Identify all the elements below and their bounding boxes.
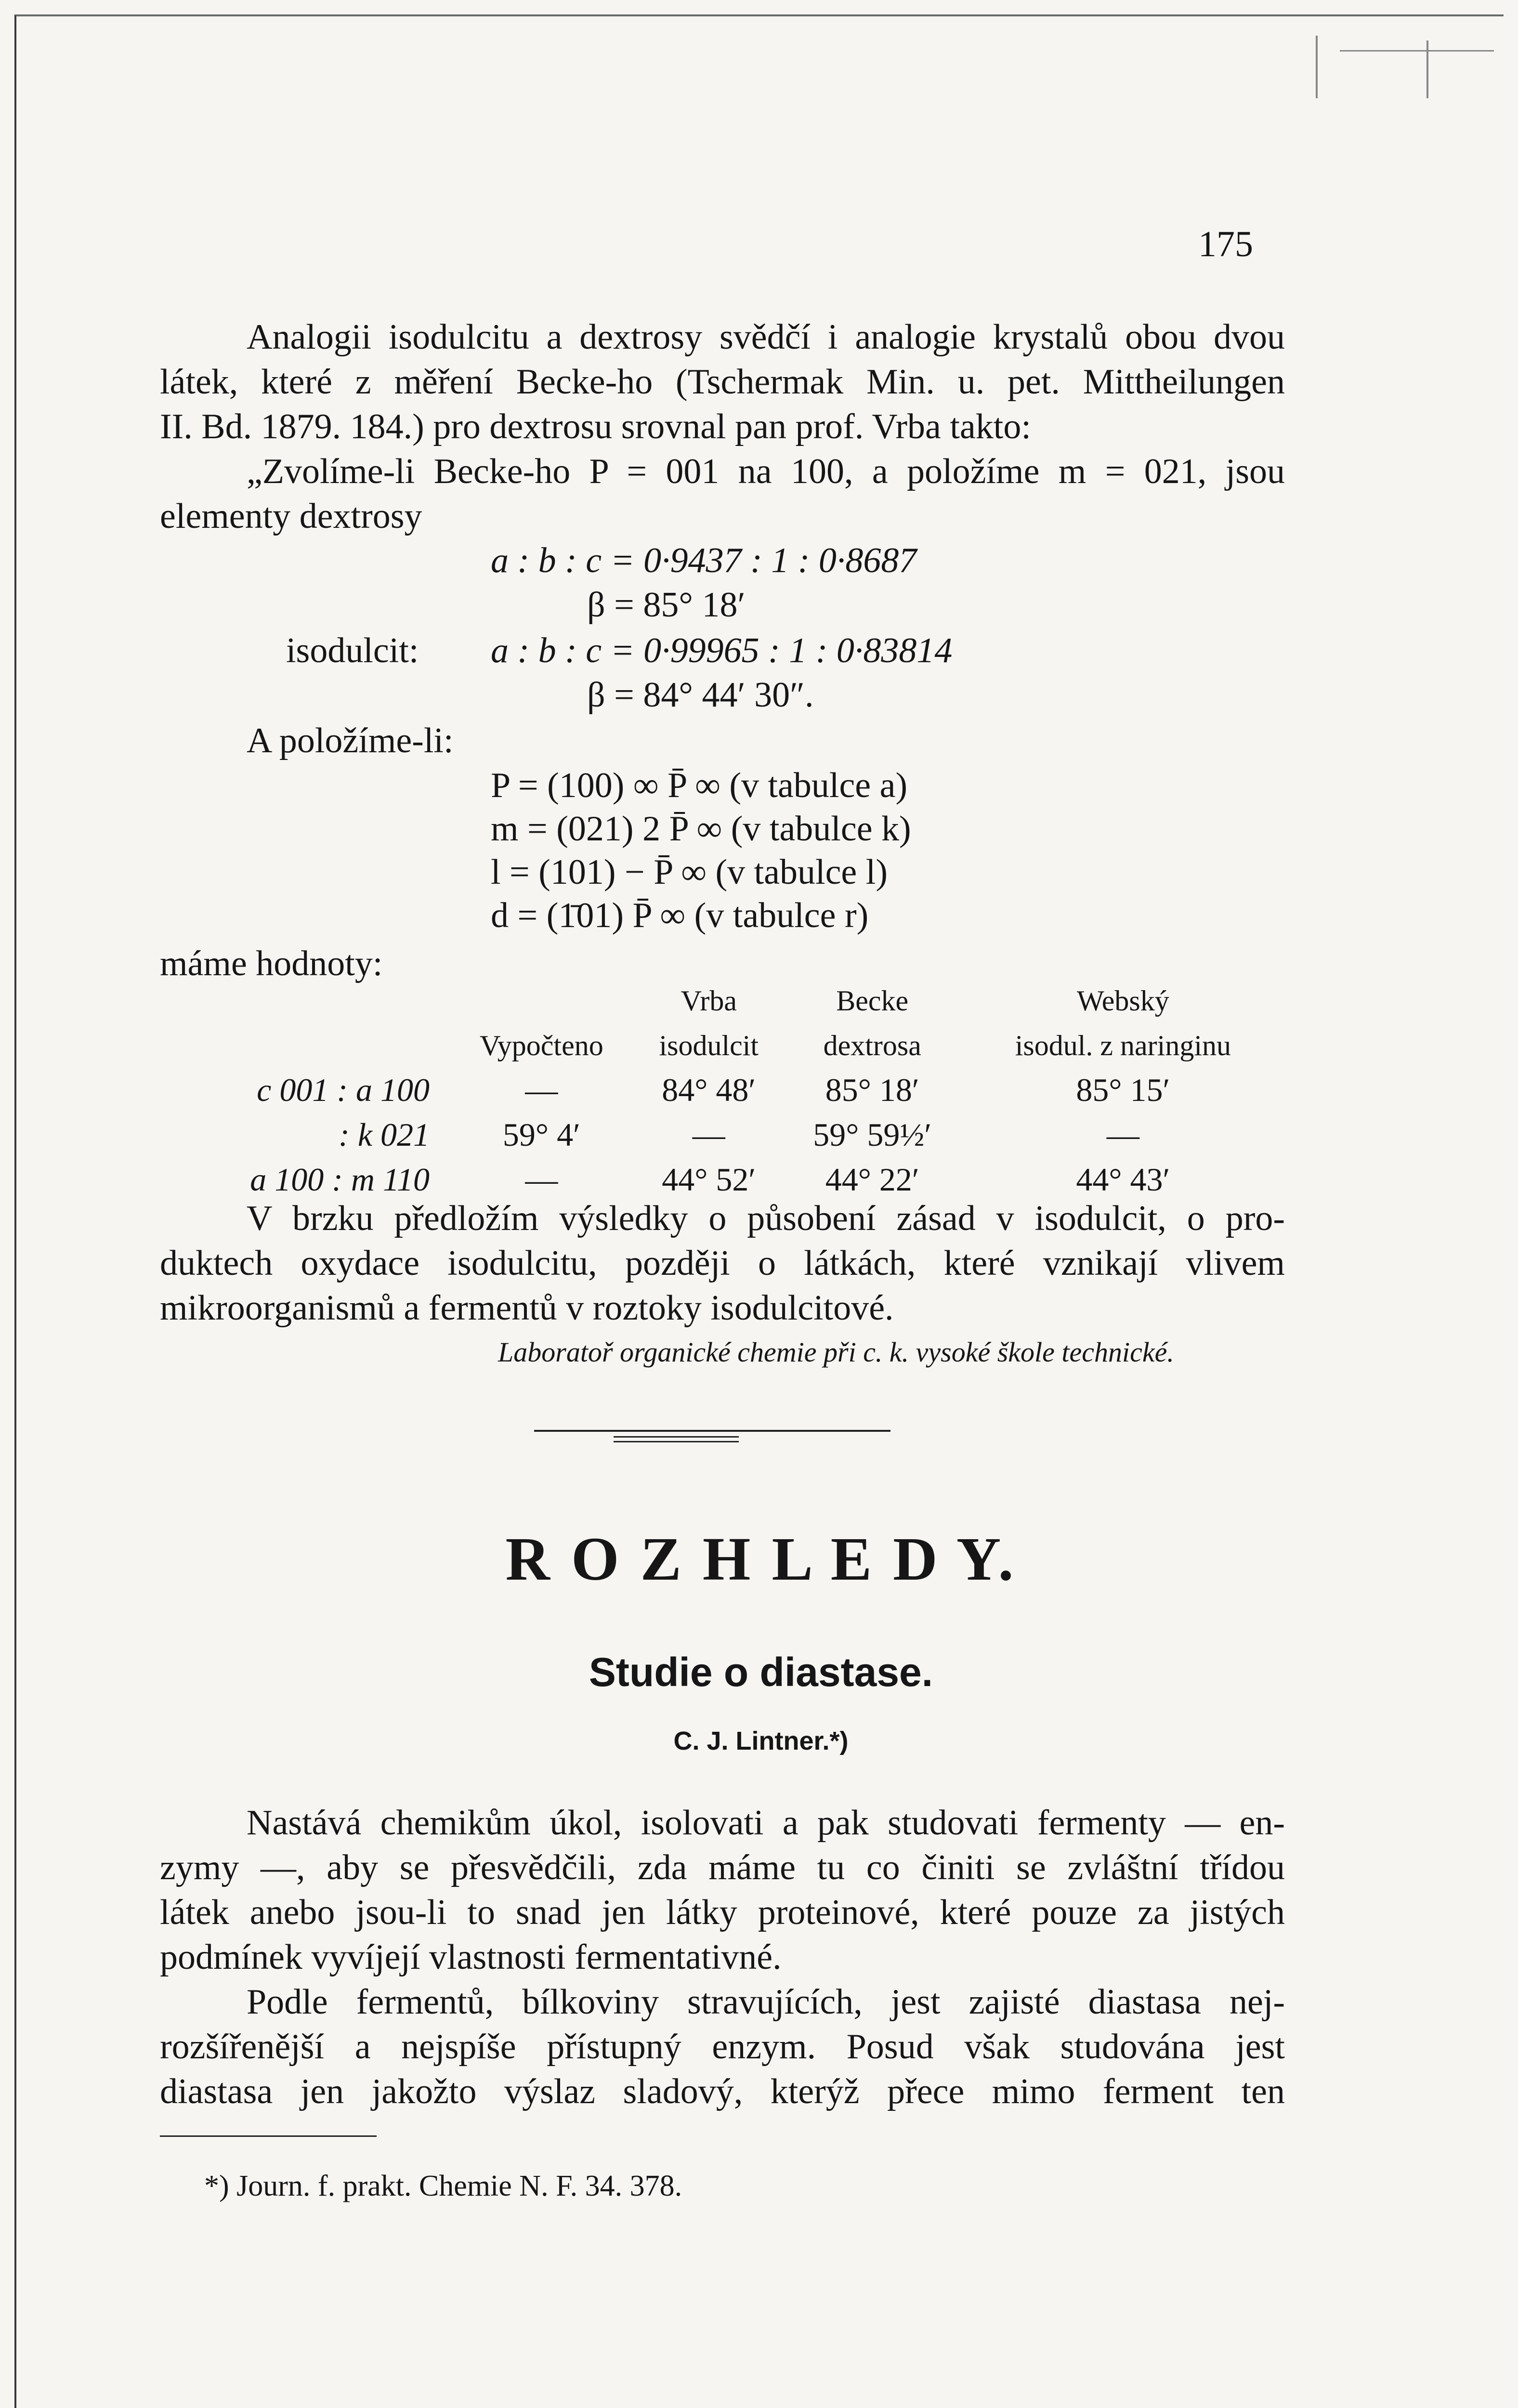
- text-line: Analogii isodulcitu a dextrosy svědčí i analogie krystalů obou dvou: [247, 317, 1285, 357]
- table-header-row: [160, 975, 1285, 1020]
- text-line: V brzku předložím výsledky o působení zásad v isodulcit, o pro-: [247, 1199, 1285, 1238]
- text-line: látek, které z měření Becke-ho (Tschermak Min. u. pet. Mittheilungen: [160, 362, 1285, 402]
- table-cell: 44° 43′: [1076, 1161, 1170, 1198]
- dextrose-axes: a : b : c = 0·9437 : 1 : 0·8687: [491, 541, 917, 580]
- document-page: [14, 14, 1504, 2408]
- quote-line: „Zvolíme-li Becke-ho P = 001 na 100, a položíme m = 021, jsou: [247, 452, 1285, 491]
- table-cell: 85° 18′: [825, 1072, 919, 1108]
- table-row: [160, 1154, 1285, 1199]
- footnote-rule: [160, 2135, 377, 2137]
- table-cell: dextrosa: [823, 1030, 921, 1061]
- article-title: Studie o diastase.: [589, 1649, 933, 1695]
- text-line: mikroorganismů a fermentů v roztoky isodulcitové.: [160, 1288, 894, 1328]
- closing-paragraph: [160, 1196, 1285, 1331]
- intro-paragraph: [160, 315, 1285, 539]
- text-line: rozšířenější a nejspíše přístupný enzym. Posud však studována jest: [160, 2027, 1285, 2067]
- table-cell: isodul. z naringinu: [1015, 1030, 1231, 1061]
- table-cell: 59° 4′: [502, 1116, 580, 1153]
- table-cell: —: [525, 1161, 558, 1198]
- table-cell: —: [525, 1072, 558, 1108]
- text-line: Podle fermentů, bílkoviny stravujících, jest zajisté diastasa nej-: [247, 1982, 1285, 2022]
- form-line: P = (100) ∞ P̄ ∞ (v tabulce a): [491, 766, 908, 805]
- scan-edge-marks: [1282, 36, 1504, 103]
- table-cell: —: [1106, 1116, 1139, 1153]
- table-cell: [160, 1020, 449, 1064]
- isodulcit-beta: β = 84° 44′ 30″.: [587, 675, 814, 715]
- table-row: [160, 1064, 1285, 1109]
- table-cell: Vrba: [680, 985, 737, 1017]
- article-author: C. J. Lintner.*): [673, 1727, 849, 1755]
- table-cell: [449, 975, 634, 1020]
- divider-rule: [614, 1436, 739, 1438]
- mame-label: máme hodnoty:: [160, 944, 383, 983]
- table-cell: Webský: [1076, 985, 1169, 1017]
- table-cell: 44° 52′: [662, 1161, 756, 1198]
- form-line: m = (021) 2 P̄ ∞ (v tabulce k): [491, 809, 911, 849]
- page-number: 175: [1198, 224, 1253, 264]
- table-cell: 44° 22′: [825, 1161, 919, 1198]
- text-line: látek anebo jsou-li to snad jen látky proteinové, které pouze za jistých: [160, 1893, 1285, 1932]
- polozime-label: A položíme-li:: [247, 721, 454, 760]
- table-row: [160, 1109, 1285, 1154]
- table-cell: Vypočteno: [480, 1030, 603, 1061]
- angle-table: [160, 975, 1285, 1199]
- footnote: *) Journ. f. prakt. Chemie N. F. 34. 378.: [204, 2170, 682, 2202]
- section-title: R O Z H L E D Y.: [505, 1525, 1017, 1593]
- text-line: zymy —, aby se přesvědčili, zda máme tu co činiti se zvláštní třídou: [160, 1848, 1285, 1887]
- table-cell: : k 021: [339, 1116, 430, 1153]
- form-line: l = (101) − P̄ ∞ (v tabulce l): [491, 852, 888, 892]
- divider-rule: [534, 1430, 890, 1432]
- article-paragraph-1: [160, 1801, 1285, 2114]
- isodulcit-label: isodulcit:: [286, 631, 419, 670]
- table-cell: 84° 48′: [662, 1072, 756, 1108]
- table-cell: [160, 975, 449, 1020]
- divider-rule: [614, 1441, 739, 1442]
- text-line: podmínek vyvíjejí vlastnosti fermentativné.: [160, 1937, 782, 1977]
- table-cell: Becke: [836, 985, 909, 1017]
- text-line: duktech oxydace isodulcitu, později o látkách, které vznikají vlivem: [160, 1243, 1285, 1283]
- table-cell: c 001 : a 100: [257, 1072, 430, 1108]
- text-line: Nastává chemikům úkol, isolovati a pak studovati fermenty — en-: [247, 1803, 1285, 1843]
- text-line: II. Bd. 1879. 184.) pro dextrosu srovnal pan prof. Vrba takto:: [160, 407, 1031, 446]
- table-header-row: [160, 1020, 1285, 1064]
- isodulcit-axes: a : b : c = 0·99965 : 1 : 0·83814: [491, 631, 953, 670]
- table-cell: 59° 59½′: [813, 1116, 932, 1153]
- table-cell: —: [692, 1116, 725, 1153]
- table-cell: isodulcit: [659, 1030, 759, 1061]
- text-line: diastasa jen jakožto výslaz sladový, kterýž přece mimo ferment ten: [160, 2072, 1285, 2111]
- table-cell: a 100 : m 110: [250, 1161, 430, 1198]
- quote-line: elementy dextrosy: [160, 497, 422, 536]
- form-line: d = (1̄01) P̄ ∞ (v tabulce r): [491, 896, 869, 935]
- dextrose-beta: β = 85° 18′: [587, 585, 746, 625]
- lab-signature: Laboratoř organické chemie při c. k. vysoké škole technické.: [498, 1336, 1174, 1368]
- table-cell: 85° 15′: [1076, 1072, 1170, 1108]
